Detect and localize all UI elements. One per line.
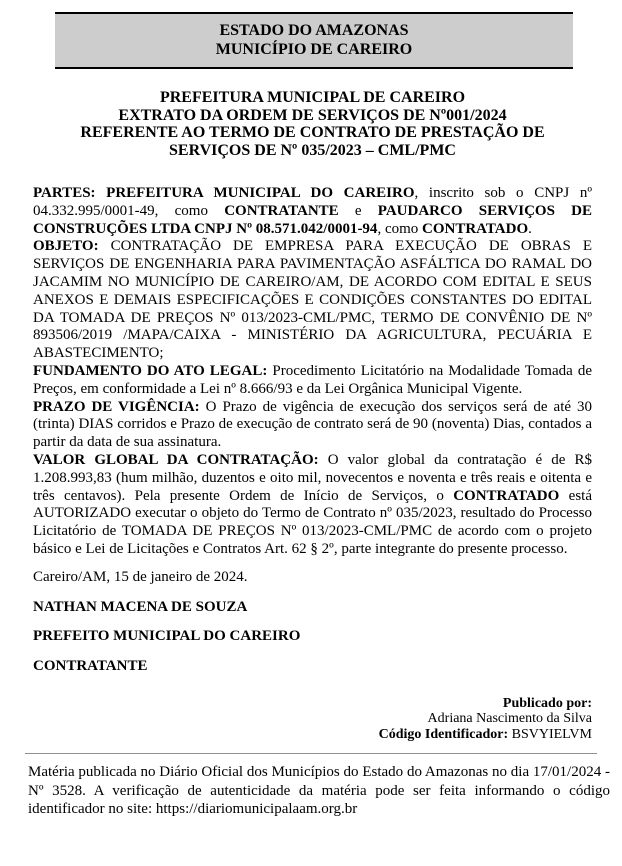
- text-run: .: [528, 220, 532, 237]
- text-run: PRAZO DE VIGÊNCIA:: [33, 398, 200, 415]
- signatory-party: CONTRATANTE: [33, 658, 148, 675]
- footer-note: [28, 763, 610, 818]
- text-run: CONTRATANTE: [224, 202, 339, 219]
- text-run: Matéria publicada no Diário Oficial dos Municípios do Estado do Amazonas no dia 17/01/2024 - Nº 3528. A verificação de autenticidade da matéria pode ser feita informando o código identificador no site:: [28, 764, 610, 817]
- date-line: Careiro/AM, 15 de janeiro de 2024.: [33, 568, 248, 585]
- header-box: [55, 12, 573, 69]
- text-run: VALOR GLOBAL DA CONTRATAÇÃO:: [33, 451, 319, 468]
- published-by-author: Adriana Nascimento da Silva: [427, 711, 592, 727]
- text-run: está AUTORIZADO executar o objeto do Termo de Contrato nº 035/2023, resultado do Processo Licitatório de TOMADA DE PREÇOS Nº 013/2023-CML/PMC de acordo com o projeto básico e Lei de Licitações e Contratos Art. 62 § 2º, parte integrante do presente processo.: [33, 487, 592, 557]
- code-identifier: [0, 727, 592, 743]
- text-run: CONTRATADO: [453, 487, 560, 504]
- paragraph-fundamento: [33, 363, 592, 399]
- header-line-state: ESTADO DO AMAZONAS: [219, 22, 409, 39]
- document-title: [33, 89, 592, 159]
- paragraph-partes: [33, 185, 592, 238]
- published-by-block: [0, 696, 592, 743]
- paragraph-objeto: [33, 238, 592, 363]
- text-run: O Prazo de vigência de execução dos serviços será de até 30 (trinta) DIAS corridos e Prazo de execução de contrato será de 90 (noventa) Dias, contados a partir da data de sua assinatura.: [33, 398, 592, 451]
- text-run: CONTRATADO: [422, 220, 529, 237]
- text-run: O valor global da contratação é de R$ 1.208.993,83 (hum milhão, duzentos e oito mil, novecentos e noventa e três reais e oitenta e três centavos). Pela presente Ordem de Início de Serviços, o: [33, 451, 592, 504]
- text-run: Procedimento Licitatório na Modalidade Tomada de Preços, em conformidade a Lei nº 8.666/93 e da Lei Orgânica Municipal Vigente.: [33, 362, 592, 397]
- signatory-role: PREFEITO MUNICIPAL DO CAREIRO: [33, 628, 301, 645]
- paragraph-prazo: [33, 399, 592, 452]
- title-line: EXTRATO DA ORDEM DE SERVIÇOS DE Nº001/2024: [118, 106, 507, 124]
- text-run: PAUDARCO SERVIÇOS DE CONSTRUÇÕES LTDA CNPJ Nº 08.571.042/0001-94: [33, 202, 592, 237]
- footer-url: https://diariomunicipalaam.org.br: [155, 800, 358, 817]
- published-by-label: Publicado por:: [502, 695, 592, 711]
- title-line: REFERENTE AO TERMO DE CONTRATO DE PRESTAÇÃO DE: [80, 124, 545, 141]
- title-line: PREFEITURA MUNICIPAL DE CAREIRO: [159, 89, 466, 106]
- text-run: , inscrito sob o CNPJ nº 04.332.995/0001-49, como: [33, 185, 592, 219]
- text-run: CONTRATAÇÃO DE EMPRESA PARA EXECUÇÃO DE OBRAS E SERVIÇOS DE ENGENHARIA PARA PAVIMENTAÇÃO ASFÁLTICA DO RAMAL DO JACAMIM NO MUNICÍPIO DE CAREIRO/AM, DE ACORDO COM EDITAL E SEUS ANEXOS E DEMAIS ESPECIFICAÇÕES E CONDIÇÕES CONSTANTES DO EDITAL DA TOMADA DE PREÇOS Nº 013/2023-CML/PMC, TERMO DE CONVÊNIO DE Nº 893506/2019 /MAPA/CAIXA - MINISTÉRIO DA AGRICULTURA, PECUÁRIA E ABASTECIMENTO;: [33, 238, 592, 362]
- text-run: OBJETO:: [33, 238, 99, 255]
- text-run: , como: [377, 220, 423, 237]
- footer-divider: [25, 753, 597, 754]
- text-run: e: [338, 202, 378, 219]
- title-line: SERVIÇOS DE Nº 035/2023 – CML/PMC: [169, 141, 456, 159]
- signatory-name: NATHAN MACENA DE SOUZA: [33, 598, 248, 615]
- text-run: PARTES: PREFEITURA MUNICIPAL DO CAREIRO: [33, 185, 415, 201]
- header-line-municipality: MUNICÍPIO DE CAREIRO: [215, 41, 413, 58]
- code-identifier-label: Código Identificador:: [378, 726, 509, 742]
- code-identifier-value: BSVYIELVM: [508, 726, 592, 742]
- text-run: FUNDAMENTO DO ATO LEGAL:: [33, 362, 268, 379]
- document-body: [33, 185, 592, 676]
- paragraph-valor: [33, 452, 592, 559]
